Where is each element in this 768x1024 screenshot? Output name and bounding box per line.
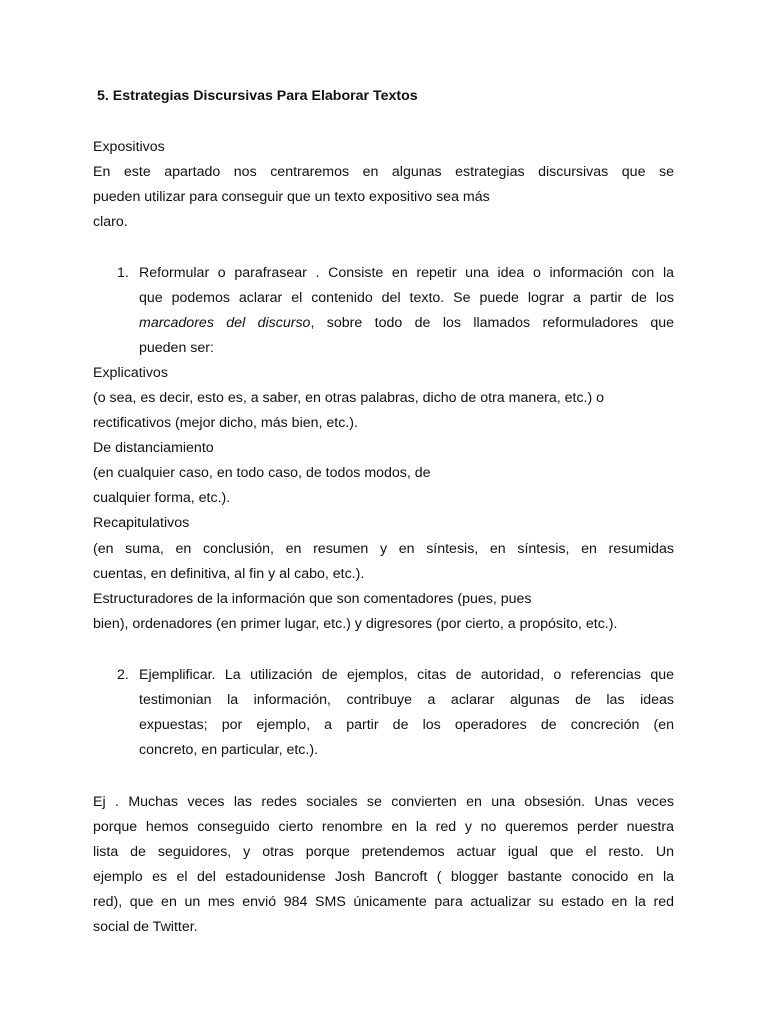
recapitulativos-line: (en suma, en conclusión, en resumen y en síntesis, en síntesis, en resumidas [93,541,674,557]
intro-line: claro. [93,214,128,230]
estructuradores-line: Estructuradores de la información que son comentadores (pues, pues [93,591,532,607]
example-line: lista de seguidores, y otras porque pretendemos actuar igual que el resto. Un [93,844,674,860]
label-explicativos: Explicativos [93,365,168,381]
item2-line: Ejemplificar. La utilización de ejemplos, citas de autoridad, o referencias que [139,667,674,683]
example-line: ejemplo es el del estadounidense Josh Bancroft ( blogger bastante conocido en la [93,869,674,885]
explicativos-line: rectificativos (mejor dicho, más bien, etc.). [93,415,358,431]
item1-line [139,314,674,332]
intro-line: En este apartado nos centraremos en algunas estrategias discursivas que se [93,164,674,180]
distanciamiento-line: (en cualquier caso, en todo caso, de todos modos, de [93,465,431,481]
recapitulativos-line: cuentas, en definitiva, al fin y al cabo, etc.). [93,566,365,582]
explicativos-line: (o sea, es decir, esto es, a saber, en otras palabras, dicho de otra manera, etc.) o [93,390,605,406]
example-line: porque hemos conseguido cierto renombre en la red y no queremos perder nuestra [93,819,674,835]
estructuradores-line: bien), ordenadores (en primer lugar, etc.) y digresores (por cierto, a propósito, etc.). [93,616,618,632]
subheading-expositivos: Expositivos [93,139,165,155]
item1-line-rest: , sobre todo de los llamados reformuladores que [310,315,674,331]
example-line: Ej . Muchas veces las redes sociales se convierten en una obsesión. Unas veces [93,794,674,810]
distanciamiento-line: cualquier forma, etc.). [93,490,231,506]
item1-line: pueden ser: [139,340,214,356]
italic-term: marcadores del discurso [139,315,311,331]
item2-line: expuestas; por ejemplo, a partir de los operadores de concreción (en [139,717,674,733]
list-number: 2. [117,667,129,683]
intro-line: pueden utilizar para conseguir que un texto expositivo sea más [93,189,490,205]
label-distanciamiento: De distanciamiento [93,440,214,456]
item2-line: concreto, en particular, etc.). [139,742,319,758]
label-recapitulativos: Recapitulativos [93,515,190,531]
item1-line: Reformular o parafrasear . Consiste en repetir una idea o información con la [139,265,674,281]
item1-line: que podemos aclarar el contenido del texto. Se puede lograr a partir de los [139,290,674,306]
item2-line: testimonian la información, contribuye a aclarar algunas de las ideas [139,692,674,708]
list-number: 1. [117,265,129,281]
example-line: red), que en un mes envió 984 SMS únicamente para actualizar su estado en la red [93,894,674,910]
section-heading: 5. Estrategias Discursivas Para Elaborar Textos [97,88,418,104]
example-line: social de Twitter. [93,919,198,935]
